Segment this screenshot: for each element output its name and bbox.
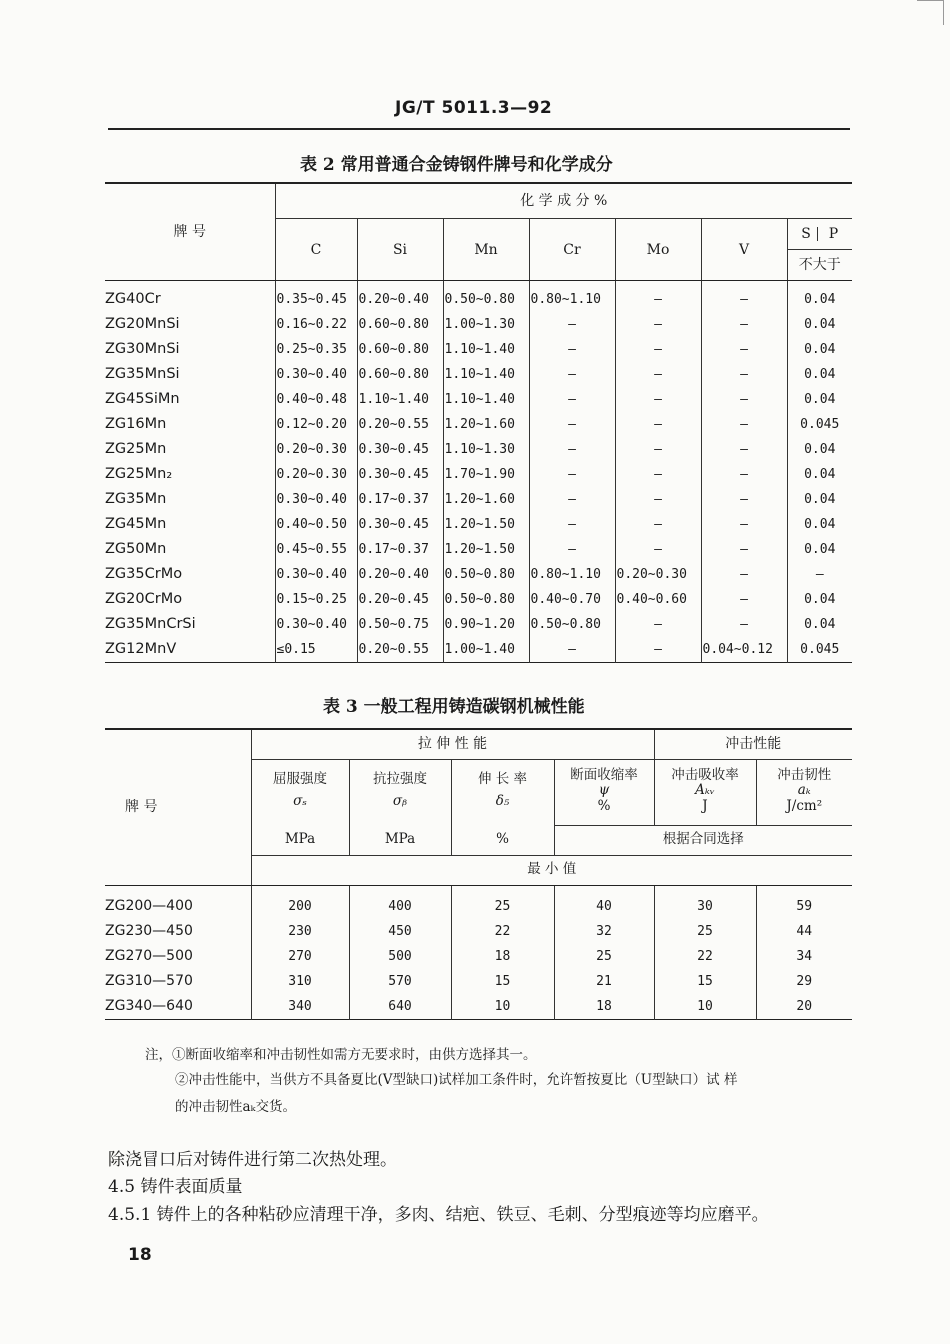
v-cell: — — [701, 587, 787, 612]
v-cell: — — [701, 312, 787, 337]
v-cell: — — [701, 512, 787, 537]
v-cell: — — [701, 412, 787, 437]
sp-cell: 0.04 — [804, 292, 836, 307]
mo-cell: — — [615, 487, 701, 512]
mo-cell: — — [615, 281, 701, 313]
standard-header: JG/T 5011.3—92 — [395, 98, 553, 118]
table-row — [105, 612, 852, 637]
toughness-unit: J/cm² — [786, 797, 823, 814]
akv-cell: 22 — [654, 944, 756, 969]
reduction-label: 断面收缩率 — [570, 766, 638, 783]
tensile-strength-label: 抗拉强度 — [373, 770, 427, 787]
v-cell: — — [701, 487, 787, 512]
sp-cell: 0.045 — [800, 642, 840, 657]
table-row — [105, 512, 852, 537]
mn-cell: 1.10~1.40 — [443, 387, 529, 412]
sp-cell: 0.04 — [804, 317, 836, 332]
mn-cell: 1.20~1.50 — [443, 512, 529, 537]
reduction-header — [554, 759, 654, 825]
ts-cell: 500 — [349, 944, 451, 969]
table-row — [105, 637, 852, 663]
mo-cell: — — [615, 337, 701, 362]
si-cell: 0.17~0.37 — [357, 537, 443, 562]
si-cell: 0.60~0.80 — [357, 337, 443, 362]
table-row — [105, 587, 852, 612]
header-rule — [108, 128, 850, 130]
sp-cell: 0.04 — [804, 392, 836, 407]
toughness-symbol: aₖ — [797, 782, 811, 799]
cr-cell: — — [529, 337, 615, 362]
c-cell: 0.30~0.40 — [275, 362, 357, 387]
col-header-mn: Mn — [443, 219, 529, 281]
grade-cell: ZG20CrMo — [105, 587, 275, 612]
v-cell: — — [701, 362, 787, 387]
mn-cell: 1.10~1.40 — [443, 337, 529, 362]
col-header-si: Si — [357, 219, 443, 281]
v-cell: — — [701, 387, 787, 412]
reduction-symbol: ψ — [598, 782, 610, 799]
col-header-c: C — [275, 219, 357, 281]
table3 — [105, 728, 852, 1020]
v-cell: — — [701, 281, 787, 313]
col-header-sp-sub: 不大于 — [787, 250, 852, 281]
si-cell: 0.30~0.45 — [357, 462, 443, 487]
table3-tensile-header: 拉 伸 性 能 — [251, 729, 654, 759]
elongation-symbol: δ₅ — [495, 793, 510, 810]
v-cell: — — [701, 337, 787, 362]
note-2: ②冲击性能中，当供方不具备夏比(V型缺口)试样加工条件时，允许暂按夏比（U型缺口）试 样 — [175, 1072, 738, 1088]
c-cell: 0.20~0.30 — [275, 437, 357, 462]
c-cell: 0.30~0.40 — [275, 487, 357, 512]
table-row — [105, 537, 852, 562]
note-1: 注，①断面收缩率和冲击韧性如需方无要求时，由供方选择其一。 — [145, 1047, 537, 1063]
grade-cell: ZG50Mn — [105, 537, 275, 562]
mo-cell: — — [615, 637, 701, 663]
table3-impact-header: 冲击性能 — [654, 729, 852, 759]
mo-cell: — — [615, 537, 701, 562]
ys-cell: 310 — [251, 969, 349, 994]
mn-cell: 1.00~1.30 — [443, 312, 529, 337]
sp-cell: 0.04 — [804, 617, 836, 632]
elongation-header — [451, 759, 554, 825]
ra-cell: 32 — [554, 919, 654, 944]
el-cell: 10 — [451, 994, 554, 1020]
v-cell: 0.04~0.12 — [701, 637, 787, 663]
c-cell: 0.30~0.40 — [275, 612, 357, 637]
ts-cell: 450 — [349, 919, 451, 944]
cr-cell: — — [529, 312, 615, 337]
mo-cell: — — [615, 512, 701, 537]
c-cell: 0.35~0.45 — [275, 281, 357, 313]
grade-cell: ZG340—640 — [105, 994, 251, 1020]
table-row — [105, 487, 852, 512]
grade-cell: ZG25Mn — [105, 437, 275, 462]
grade-cell: ZG35CrMo — [105, 562, 275, 587]
grade-cell: ZG45SiMn — [105, 387, 275, 412]
cr-cell: — — [529, 437, 615, 462]
col-header-cr: Cr — [529, 219, 615, 281]
mo-cell: — — [615, 387, 701, 412]
ts-cell: 570 — [349, 969, 451, 994]
c-cell: 0.16~0.22 — [275, 312, 357, 337]
sp-cell: 0.045 — [800, 417, 840, 432]
absorb-unit: J — [702, 797, 708, 814]
el-cell: 22 — [451, 919, 554, 944]
mn-cell: 1.20~1.60 — [443, 412, 529, 437]
grade-cell: ZG12MnV — [105, 637, 275, 663]
grade-cell: ZG270—500 — [105, 944, 251, 969]
sp-cell: 0.04 — [804, 367, 836, 382]
akv-cell: 30 — [654, 885, 756, 919]
elongation-label: 伸 长 率 — [477, 770, 528, 787]
ys-cell: 230 — [251, 919, 349, 944]
table3-caption: 表 3 一般工程用铸造碳钢机械性能 — [323, 697, 585, 717]
section-4-5-1: 4.5.1 铸件上的各种粘砂应清理干净，多肉、结疤、铁豆、毛刺、分型痕迹等均应磨平。 — [108, 1205, 769, 1225]
table-row — [105, 337, 852, 362]
table-row — [105, 885, 852, 919]
si-cell: 0.50~0.75 — [357, 612, 443, 637]
absorb-header — [654, 759, 756, 825]
mo-cell: — — [615, 362, 701, 387]
mn-cell: 0.90~1.20 — [443, 612, 529, 637]
ra-cell: 21 — [554, 969, 654, 994]
absorb-label: 冲击吸收率 — [671, 766, 739, 783]
si-cell: 0.20~0.55 — [357, 412, 443, 437]
si-cell: 0.60~0.80 — [357, 362, 443, 387]
table-row — [105, 312, 852, 337]
sp-cell: 0.04 — [804, 592, 836, 607]
yield-label: 屈服强度 — [273, 770, 327, 787]
ys-cell: 200 — [251, 885, 349, 919]
cr-cell: 0.80~1.10 — [529, 562, 615, 587]
grade-cell: ZG35Mn — [105, 487, 275, 512]
table-row — [105, 919, 852, 944]
ak-cell: 44 — [796, 923, 813, 939]
ra-cell: 18 — [554, 994, 654, 1020]
c-cell: 0.25~0.35 — [275, 337, 357, 362]
table-row — [105, 562, 852, 587]
grade-cell: ZG200—400 — [105, 885, 251, 919]
mo-cell: — — [615, 437, 701, 462]
mn-cell: 1.10~1.30 — [443, 437, 529, 462]
si-cell: 0.30~0.45 — [357, 512, 443, 537]
sp-cell: 0.04 — [804, 517, 836, 532]
c-cell: 0.40~0.50 — [275, 512, 357, 537]
page-corner-mark — [917, 0, 944, 25]
grade-cell: ZG25Mn₂ — [105, 462, 275, 487]
yield-symbol: σₛ — [293, 793, 307, 810]
sp-cell: 0.04 — [804, 342, 836, 357]
yield-header — [251, 759, 349, 825]
col-header-sp — [787, 219, 852, 250]
table2-caption: 表 2 常用普通合金铸钢件牌号和化学成分 — [300, 155, 613, 175]
toughness-header — [756, 759, 852, 825]
c-cell: 0.45~0.55 — [275, 537, 357, 562]
sp-cell: 0.04 — [804, 467, 836, 482]
v-cell: — — [701, 437, 787, 462]
table-row — [105, 944, 852, 969]
table-row — [105, 437, 852, 462]
v-cell: — — [701, 562, 787, 587]
reduction-unit: % — [597, 797, 611, 814]
c-cell: 0.15~0.25 — [275, 587, 357, 612]
mn-cell: 0.50~0.80 — [443, 587, 529, 612]
ys-cell: 340 — [251, 994, 349, 1020]
table-row — [105, 462, 852, 487]
table-row — [105, 387, 852, 412]
v-cell: — — [701, 462, 787, 487]
table-row — [105, 994, 852, 1020]
ak-cell: 20 — [796, 998, 813, 1014]
c-cell: ≤0.15 — [275, 637, 357, 663]
table2 — [105, 182, 852, 663]
mo-cell: 0.40~0.60 — [615, 587, 701, 612]
cr-cell: — — [529, 637, 615, 663]
tensile-strength-symbol: σᵦ — [392, 793, 408, 810]
akv-cell: 25 — [654, 919, 756, 944]
akv-cell: 15 — [654, 969, 756, 994]
akv-cell: 10 — [654, 994, 756, 1020]
cr-cell: 0.40~0.70 — [529, 587, 615, 612]
cr-cell: — — [529, 387, 615, 412]
sp-cell: 0.04 — [804, 542, 836, 557]
c-cell: 0.40~0.48 — [275, 387, 357, 412]
yield-unit: MPa — [251, 825, 349, 855]
grade-cell: ZG35MnCrSi — [105, 612, 275, 637]
cr-cell: — — [529, 512, 615, 537]
grade-cell: ZG230—450 — [105, 919, 251, 944]
ra-cell: 25 — [554, 944, 654, 969]
grade-cell: ZG20MnSi — [105, 312, 275, 337]
grade-cell: ZG35MnSi — [105, 362, 275, 387]
table3-grade-header: 牌 号 — [105, 729, 251, 885]
toughness-label: 冲击韧性 — [777, 766, 832, 783]
ak-cell: 59 — [796, 898, 813, 914]
absorb-symbol: Aₖᵥ — [695, 782, 715, 799]
mo-cell: — — [615, 462, 701, 487]
si-cell: 0.20~0.55 — [357, 637, 443, 663]
col-header-p: P — [828, 226, 839, 242]
section-heading-4-5: 4.5 铸件表面质量 — [108, 1177, 243, 1197]
el-cell: 18 — [451, 944, 554, 969]
cr-cell: — — [529, 362, 615, 387]
sp-cell: 0.04 — [804, 442, 836, 457]
contract-note: 根据合同选择 — [554, 825, 852, 855]
ak-cell: 29 — [796, 973, 813, 989]
elongation-unit: % — [451, 825, 554, 855]
table-row — [105, 281, 852, 313]
mn-cell: 0.50~0.80 — [443, 281, 529, 313]
mn-cell: 0.50~0.80 — [443, 562, 529, 587]
tensile-strength-header — [349, 759, 451, 825]
grade-cell: ZG30MnSi — [105, 337, 275, 362]
ts-cell: 640 — [349, 994, 451, 1020]
cr-cell: — — [529, 487, 615, 512]
grade-cell: ZG310—570 — [105, 969, 251, 994]
ra-cell: 40 — [554, 885, 654, 919]
table-row — [105, 412, 852, 437]
si-cell: 1.10~1.40 — [357, 387, 443, 412]
mo-cell: — — [615, 412, 701, 437]
mn-cell: 1.20~1.50 — [443, 537, 529, 562]
cr-cell: 0.80~1.10 — [529, 281, 615, 313]
ts-cell: 400 — [349, 885, 451, 919]
si-cell: 0.20~0.45 — [357, 587, 443, 612]
mn-cell: 1.10~1.40 — [443, 362, 529, 387]
c-cell: 0.20~0.30 — [275, 462, 357, 487]
cr-cell: — — [529, 412, 615, 437]
mn-cell: 1.00~1.40 — [443, 637, 529, 663]
mn-cell: 1.70~1.90 — [443, 462, 529, 487]
el-cell: 15 — [451, 969, 554, 994]
v-cell: — — [701, 612, 787, 637]
body-paragraph: 除浇冒口后对铸件进行第二次热处理。 — [108, 1150, 397, 1170]
ys-cell: 270 — [251, 944, 349, 969]
page-number: 18 — [128, 1245, 152, 1265]
c-cell: 0.12~0.20 — [275, 412, 357, 437]
grade-cell: ZG40Cr — [105, 281, 275, 313]
cr-cell: — — [529, 537, 615, 562]
mo-cell: — — [615, 612, 701, 637]
si-cell: 0.17~0.37 — [357, 487, 443, 512]
col-header-v: V — [701, 219, 787, 281]
grade-cell: ZG16Mn — [105, 412, 275, 437]
cr-cell: — — [529, 462, 615, 487]
si-cell: 0.60~0.80 — [357, 312, 443, 337]
el-cell: 25 — [451, 885, 554, 919]
min-value-label: 最 小 值 — [251, 855, 852, 885]
tensile-strength-unit: MPa — [349, 825, 451, 855]
table2-chem-header: 化 学 成 分 % — [275, 183, 852, 219]
sp-cell: — — [815, 567, 824, 582]
si-cell: 0.20~0.40 — [357, 562, 443, 587]
table-row — [105, 969, 852, 994]
si-cell: 0.20~0.40 — [357, 281, 443, 313]
ak-cell: 34 — [796, 948, 813, 964]
note-3: 的冲击韧性aₖ交货。 — [175, 1099, 296, 1115]
v-cell: — — [701, 537, 787, 562]
sp-cell: 0.04 — [804, 492, 836, 507]
col-header-s: S — [795, 227, 818, 241]
mn-cell: 1.20~1.60 — [443, 487, 529, 512]
cr-cell: 0.50~0.80 — [529, 612, 615, 637]
mo-cell: 0.20~0.30 — [615, 562, 701, 587]
table2-grade-header: 牌 号 — [105, 183, 275, 281]
col-header-mo: Mo — [615, 219, 701, 281]
c-cell: 0.30~0.40 — [275, 562, 357, 587]
si-cell: 0.30~0.45 — [357, 437, 443, 462]
grade-cell: ZG45Mn — [105, 512, 275, 537]
table-row — [105, 362, 852, 387]
mo-cell: — — [615, 312, 701, 337]
